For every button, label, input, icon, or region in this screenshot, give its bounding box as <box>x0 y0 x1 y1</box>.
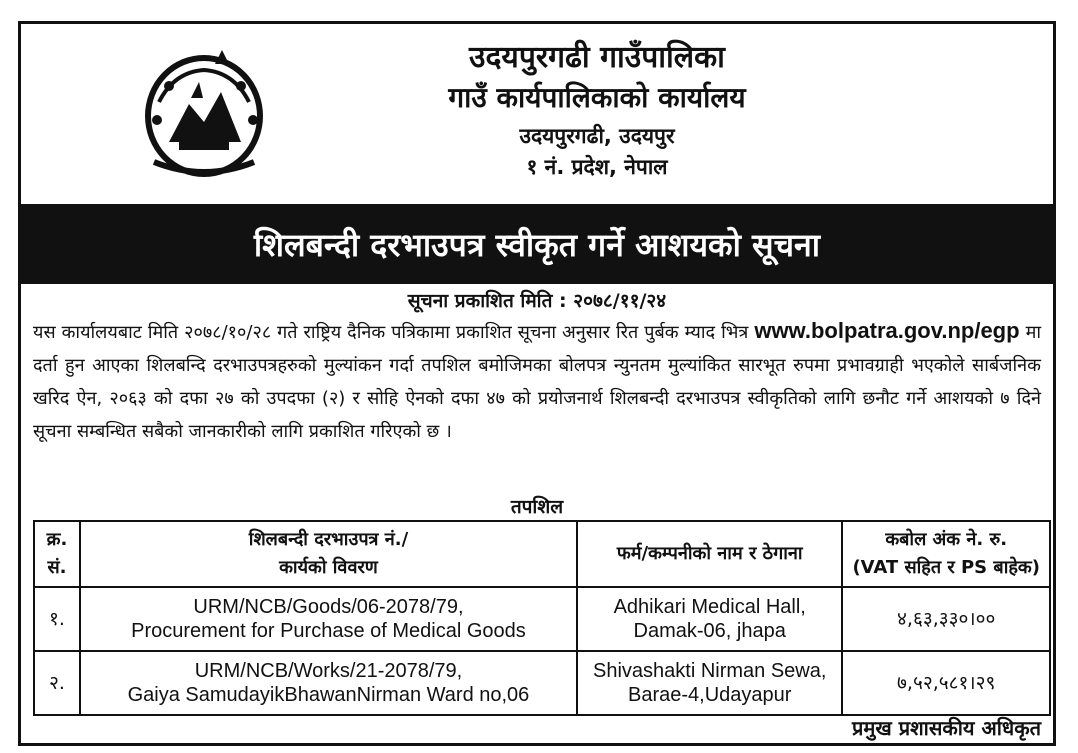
notice-title: शिलबन्दी दरभाउपत्र स्वीकृत गर्ने आशयको सूचना <box>21 204 1053 284</box>
header-firm: फर्म/कम्पनीको नाम र ठेगाना <box>577 521 842 587</box>
notice-body <box>33 314 1041 448</box>
body-part-1: यस कार्यालयबाट मिति २०७८/१०/२८ गते राष्ट्रिय दैनिक पत्रिकामा प्रकाशित सूचना अनुसार रित पुर्बक म्याद भित्र <box>33 322 749 343</box>
office-address: उदयपुरगढी, उदयपुर <box>519 124 675 148</box>
province: १ नं. प्रदेश, नेपाल <box>526 155 668 179</box>
row-description: URM/NCB/Goods/06-2078/79, Procurement for Purchase of Medical Goods <box>80 587 577 651</box>
notice-frame <box>18 21 1056 746</box>
row-description: URM/NCB/Works/21-2078/79, Gaiya SamudayikBhawanNirman Ward no,06 <box>80 651 577 715</box>
row-serial: १. <box>34 587 80 651</box>
row-firm: Shivashakti Nirman Sewa, Barae-4,Udayapur <box>577 651 842 715</box>
row-amount: ७,५२,५८१।२९ <box>842 651 1050 715</box>
signatory-title: प्रमुख प्रशासकीय अधिकृत <box>852 716 1041 740</box>
org-name: उदयपुरगढी गाउँपालिका <box>469 40 725 75</box>
row-firm: Adhikari Medical Hall, Damak-06, jhapa <box>577 587 842 651</box>
table-row <box>34 651 1050 715</box>
header-serial: क्र. सं. <box>34 521 80 587</box>
row-amount: ४,६३,३३०।०० <box>842 587 1050 651</box>
header <box>261 38 933 182</box>
bolpatra-link[interactable]: www.bolpatra.gov.np/egp <box>754 318 1020 343</box>
table-header-row <box>34 521 1050 587</box>
office-name: गाउँ कार्यपालिकाको कार्यालय <box>448 81 746 114</box>
header-description: शिलबन्दी दरभाउपत्र नं./ कार्यको विवरण <box>80 521 577 587</box>
table-caption: तपशिल <box>510 496 564 518</box>
table-row <box>34 587 1050 651</box>
header-amount: कबोल अंक ने. रु. (VAT सहित र PS बाहेक) <box>842 521 1050 587</box>
nepal-emblem-icon <box>129 42 279 182</box>
row-serial: २. <box>34 651 80 715</box>
published-date: सूचना प्रकाशित मिति : २०७८/११/२४ <box>407 290 667 312</box>
bid-table <box>33 520 1051 716</box>
body-part-2: मा दर्ता हुन आएका शिलबन्दि दरभाउपत्रहरुको मुल्यांकन गर्दा तपशिल बमोजिमका बोलपत्र न्युनतम मुल्यांकित सारभूत रुपमा प्रभावग्राही भएकोले सार्बजनिक खरिद ऐन, २०६३ को दफा २७ को उपदफा (२) र सोहि ऐनको दफा ४७ को प्रयोजनार्थ शिलबन्दी दरभाउपत्र स्वीकृतिको लागि छनौट गर्ने आशयको ७ दिने सूचना सम्बन्धित सबैको जानकारीको लागि प्रकाशित गरिएको छ । <box>33 322 1041 442</box>
